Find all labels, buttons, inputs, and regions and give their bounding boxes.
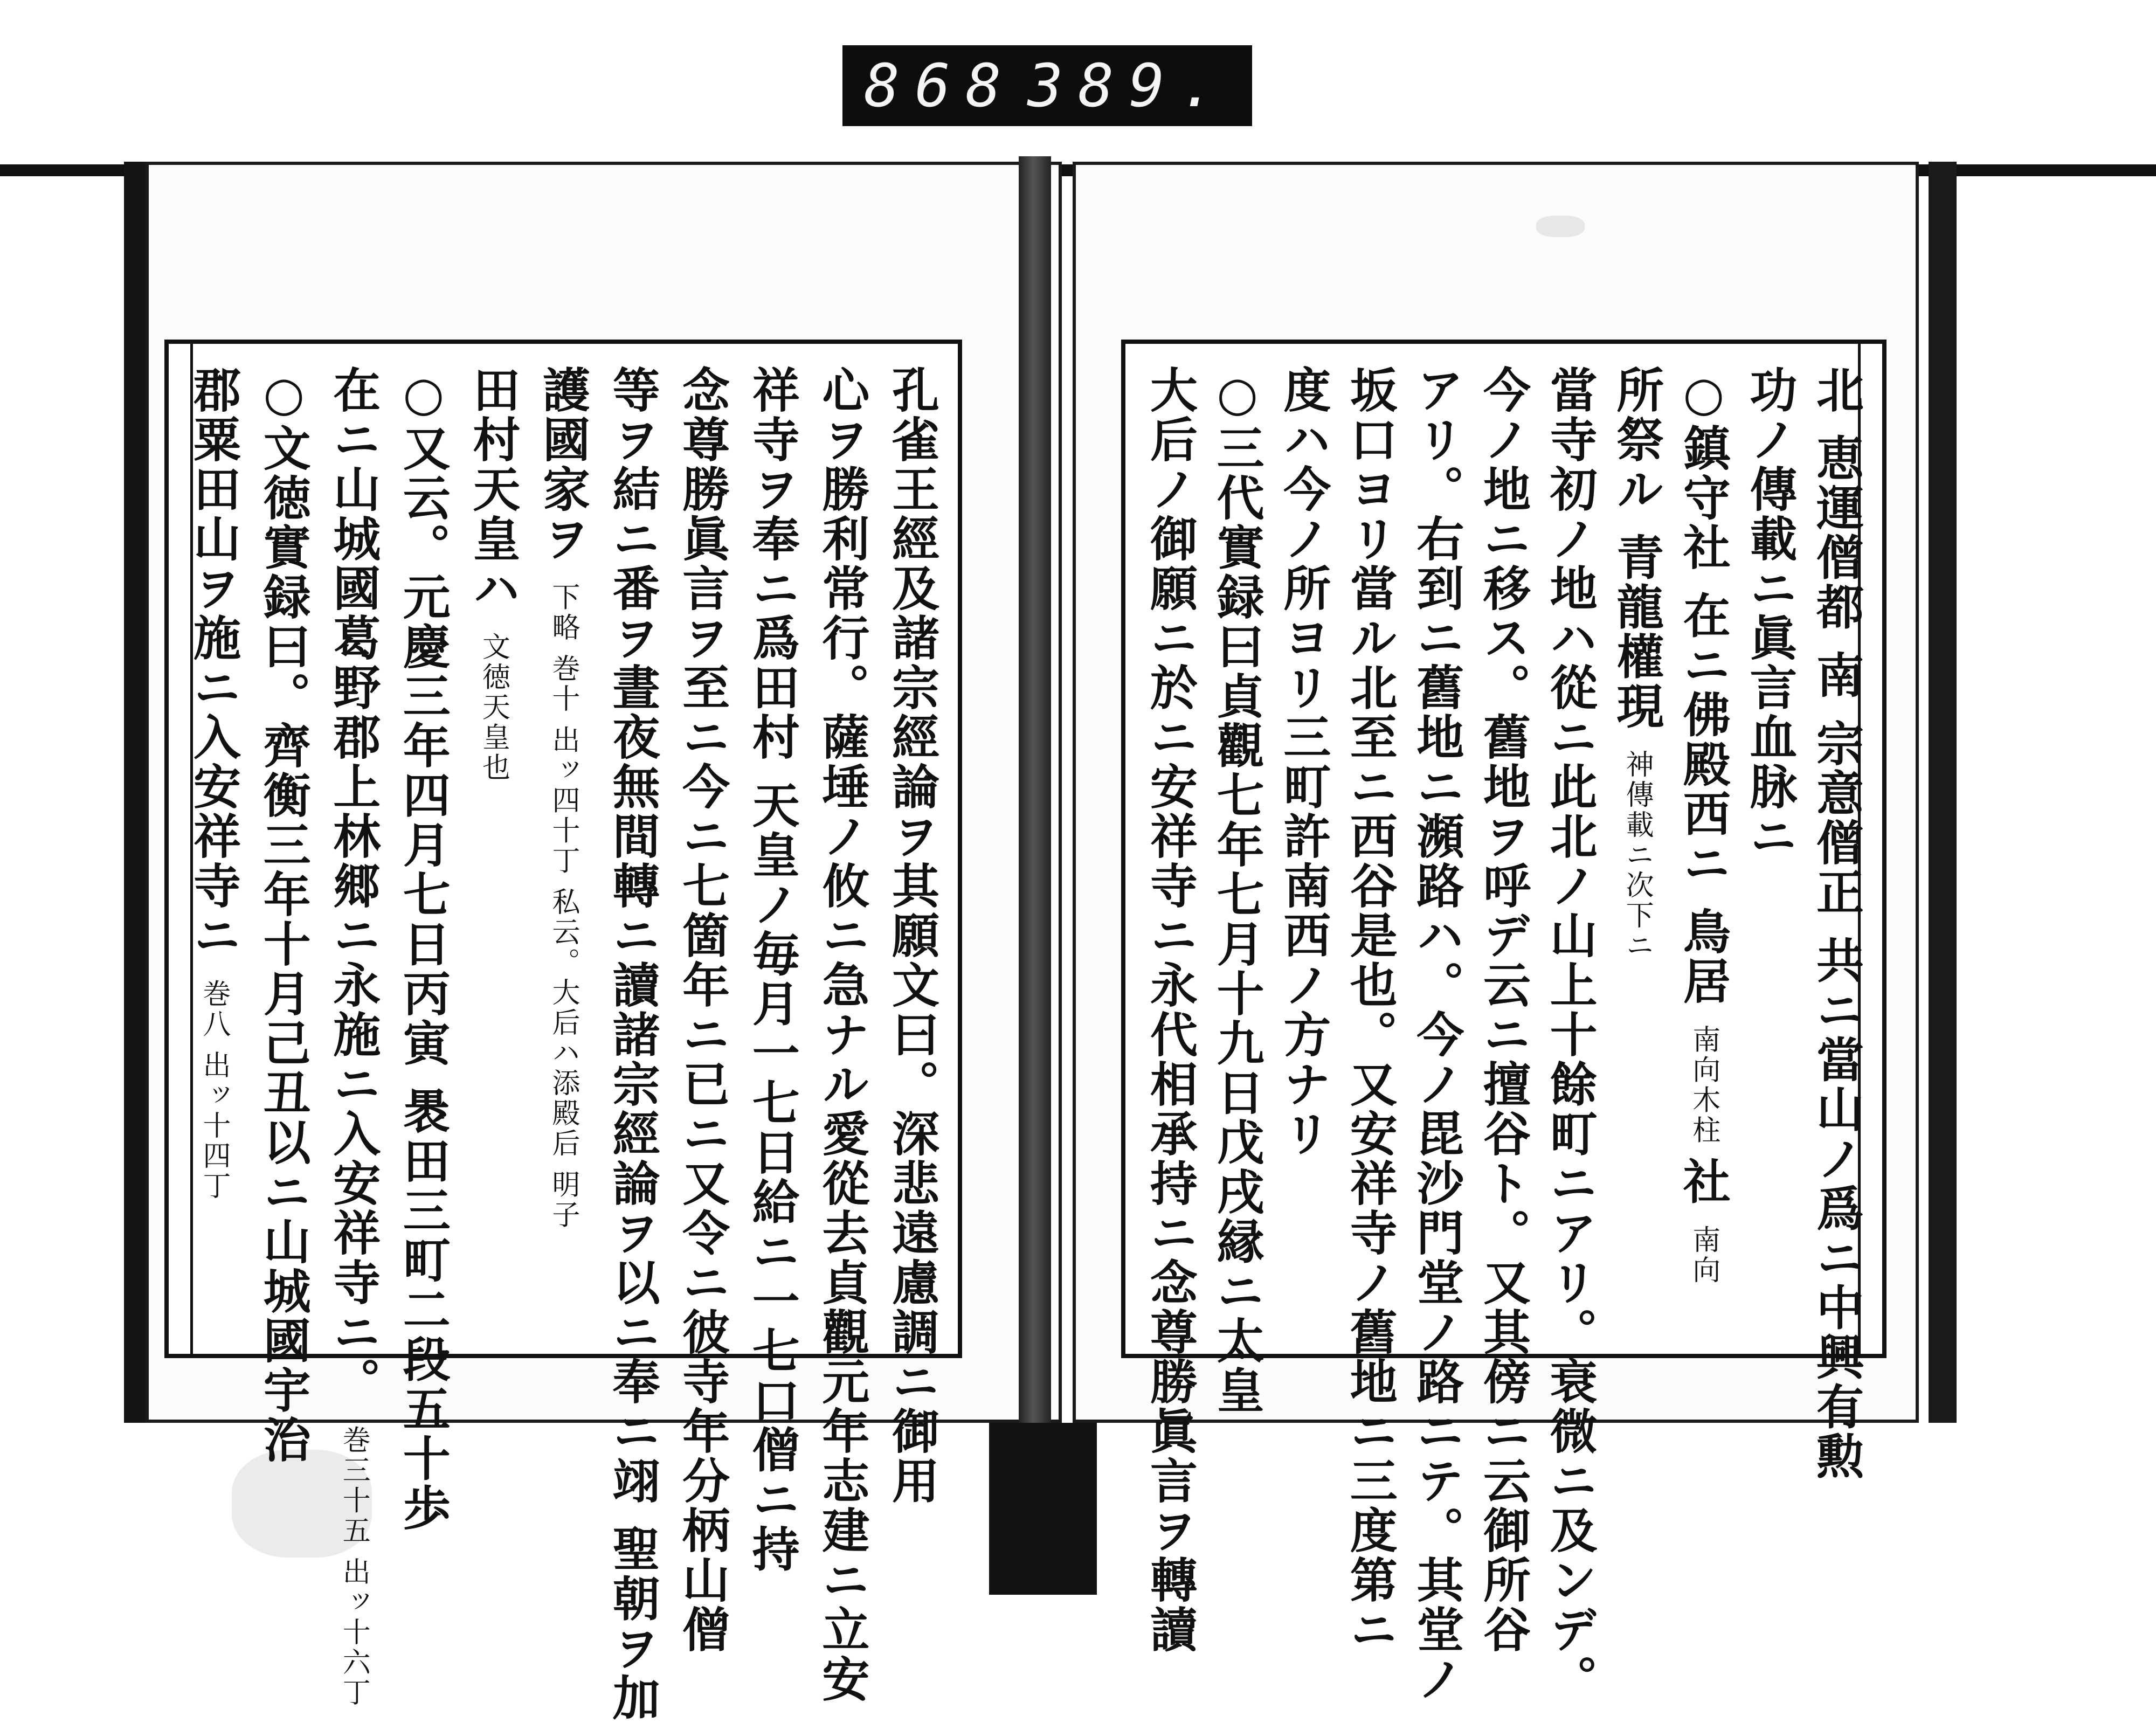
text-segment: 青龍權現: [1609, 532, 1666, 750]
annotation-note: 南向: [1687, 1225, 1720, 1286]
text-segment: 坂口ヨリ當ル北至ニ西谷是也。又安祥寺ノ舊地ニ三度第ニ: [1342, 365, 1399, 1655]
text-column: [744, 365, 801, 1574]
text-column: [255, 365, 312, 1465]
text-column: [1808, 365, 1865, 1482]
text-segment: 南: [1808, 651, 1865, 719]
text-column: [1342, 365, 1399, 1655]
text-column: [1475, 365, 1532, 1655]
text-segment: 宗意僧正: [1808, 718, 1865, 936]
annotation-note: 巻八 出ッ十四丁: [198, 979, 230, 1202]
text-segment: 今ノ地ニ移ス。舊地ヲ呼デ云ニ擅谷ト。又其傍ニ云御所谷: [1475, 365, 1532, 1655]
text-segment: 郡粟田山ヲ施ニ入安祥寺ニ: [186, 365, 242, 979]
text-segment: 恵運僧都: [1808, 433, 1865, 651]
text-segment: 鳥居: [1675, 907, 1732, 1025]
text-segment: 北: [1808, 365, 1865, 434]
spine-shadow: [989, 1423, 1097, 1595]
text-column: [326, 365, 382, 1708]
annotation-note: 文徳天皇也: [477, 632, 510, 783]
text-column: [1276, 365, 1332, 1332]
text-column: [186, 365, 242, 1332]
text-column: [884, 365, 941, 1506]
text-column: [814, 365, 871, 1704]
text-column: [1542, 365, 1599, 1704]
text-column: [395, 365, 452, 1533]
text-segment: アリ。右到ニ舊地ニ瀕路ハ。今ノ毘沙門堂ノ路ニテ。其堂ノ: [1409, 365, 1466, 1704]
annotation-note: 南向木柱: [1687, 1025, 1720, 1157]
text-segment: 共ニ當山ノ爲ニ中興有勲: [1808, 936, 1865, 1482]
text-column: [465, 365, 522, 1332]
text-segment: ○三代實録曰貞觀七年七月十九日戊戌縁ニ太皇: [1209, 365, 1266, 1415]
right-page-columns: [1143, 365, 1865, 1704]
text-column: [1675, 365, 1732, 1332]
text-segment: ○文徳實録曰。齊衡三年十月己丑以ニ山城國宇治: [255, 365, 312, 1465]
text-column: [1143, 365, 1199, 1655]
left-page-text-block: [164, 340, 962, 1723]
text-column: [1742, 365, 1799, 1332]
text-segment: 聖朝ヲ加: [605, 1524, 661, 1723]
text-segment: 孔雀王經及諸宗經論ヲ其願文曰。深悲遠慮調ニ御用: [884, 365, 941, 1506]
text-segment: 等ヲ結ニ番ヲ晝夜無間轉ニ讀諸宗經論ヲ以ニ奉ニ翊: [605, 365, 661, 1525]
book-spine: [1019, 156, 1051, 1439]
text-segment: 祥寺ヲ奉ニ爲田村: [744, 365, 801, 781]
text-segment: 天皇ノ毎月一七日給ニ一七口僧ニ持: [744, 780, 801, 1574]
page-smudge: [1536, 216, 1585, 237]
frame-number-left: 868: [864, 51, 1017, 120]
film-frame-label: [842, 45, 1252, 126]
text-segment: 社: [1675, 1157, 1732, 1226]
text-segment: 在ニ佛殿西ニ: [1675, 591, 1732, 908]
text-column: [1609, 365, 1666, 1332]
text-segment: 護國家ヲ: [535, 365, 591, 583]
text-segment: 大后ノ御願ニ於ニ安祥寺ニ永代相承持ニ念尊勝眞言ヲ轉讀: [1143, 365, 1199, 1655]
text-segment: 心ヲ勝利常行。薩埵ノ攸ニ急ナル愛從去貞觀元年志建ニ立安: [814, 365, 871, 1704]
text-segment: 功ノ傳載ニ眞言血脉ニ: [1742, 365, 1799, 861]
text-segment: ○又云。元慶三年四月七日丙寅: [395, 365, 452, 1087]
text-column: [675, 365, 731, 1655]
text-segment: 在ニ山城國葛野郡上林郷ニ永施ニ入安祥寺ニ。: [326, 365, 382, 1426]
left-page-columns: [186, 365, 941, 1723]
text-column: [1209, 365, 1266, 1415]
text-segment: 當寺初ノ地ハ從ニ此北ノ山上十餘町ニアリ。衰微ニ及ンデ。: [1542, 365, 1599, 1704]
binding-rod-right: [1929, 162, 1957, 1423]
annotation-note: 下略 巻十 出ッ四十丁: [547, 582, 579, 888]
annotation-note: 神傳載ニ次下ニ: [1621, 750, 1654, 961]
text-segment: 度ハ今ノ所ヨリ三町許南西ノ方ナリ: [1276, 365, 1332, 1159]
text-segment: ○鎮守社: [1675, 365, 1732, 591]
text-segment: 田村天皇ハ: [465, 365, 522, 632]
frame-number-right: 389.: [1027, 51, 1231, 120]
text-column: [535, 365, 591, 1332]
right-page-text-block: [1121, 340, 1887, 1704]
text-segment: 所祭ル: [1609, 365, 1666, 533]
text-segment: 褁田三町二段五十歩: [395, 1087, 452, 1533]
text-column: [605, 365, 661, 1723]
annotation-note: 巻三十五 出ッ十六丁: [337, 1425, 370, 1708]
annotation-note: 私云。大后ハ添殿后 明子: [547, 887, 579, 1230]
text-segment: 念尊勝眞言ヲ至ニ今ニ七箇年ニ已ニ又令ニ彼寺年分柄山僧: [675, 365, 731, 1655]
text-column: [1409, 365, 1466, 1704]
